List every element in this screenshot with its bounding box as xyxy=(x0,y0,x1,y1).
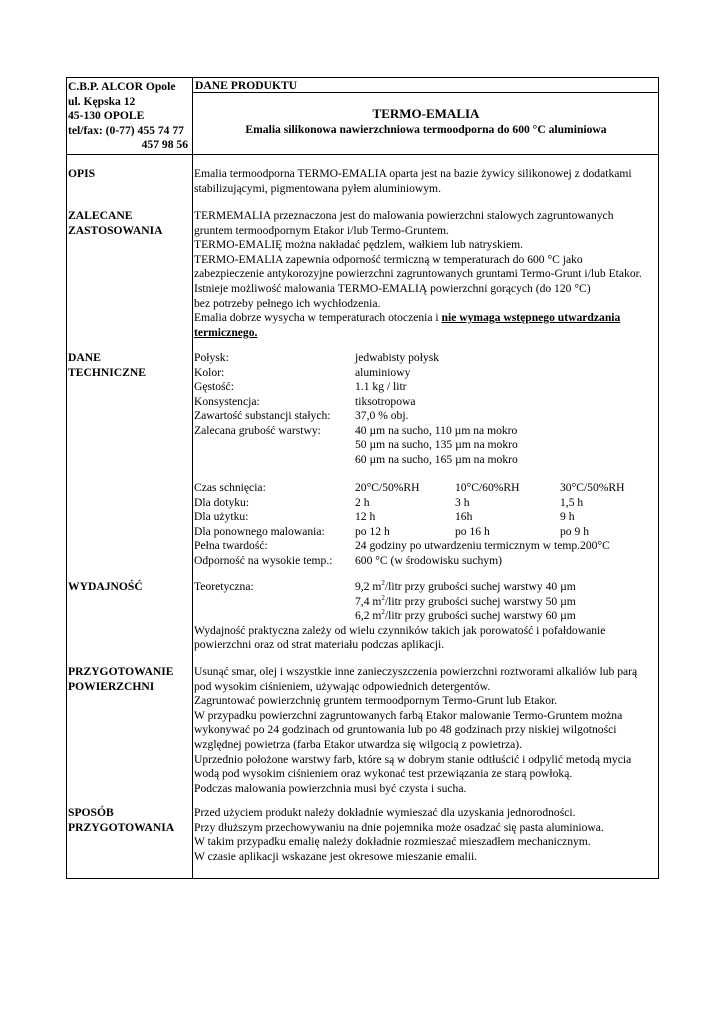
label-dane-techniczne: DANE TECHNICZNE xyxy=(68,351,146,379)
drying-cell: 16h xyxy=(455,510,473,523)
text-line: Podczas malowania powierzchnia musi być czysta i sucha. xyxy=(194,781,467,795)
label-sposob-przygotowania: SPOSÓB PRZYGOTOWANIA xyxy=(68,806,175,834)
emphasis-text: nie wymaga wstępnego utwardzania xyxy=(441,311,621,325)
text-line: Istnieje możliwość malowania TERMO-EMALIĄ powierzchni gorących (do 120 °C) xyxy=(194,281,591,295)
company-phone-2: 457 98 56 xyxy=(141,138,188,152)
resistance-value: 600 °C (w środowisku suchym) xyxy=(355,553,502,567)
drying-cell: po 12 h xyxy=(355,524,390,538)
drying-cell: 12 h xyxy=(355,510,376,523)
coverage-item: 6,2 $m^2$/litr przy grubości suchej warstwy 60 µm xyxy=(355,608,576,622)
spec-value: 60 µm na sucho, 165 µm na mokro xyxy=(355,452,518,466)
text-line: TERMO-EMALIĘ można nakładać pędzlem, wałkiem lub natryskiem. xyxy=(194,238,524,252)
spec-value: aluminiowy xyxy=(355,365,411,379)
label-przygotowanie-powierzchni: PRZYGOTOWANIE POWIERZCHNI xyxy=(68,665,174,693)
resistance-label: Odporność na wysokie temp.: xyxy=(194,553,333,567)
spec-label: Połysk: xyxy=(194,351,229,364)
drying-header-label: Czas schnięcia: xyxy=(194,481,266,494)
drying-row-label: Dla dotyku: xyxy=(194,495,250,509)
text-line: Uprzednio położone warstwy farb, które są w dobrym stanie odtłuścić i odpylić metodą mycia xyxy=(194,752,632,766)
theoretical-label: Teoretyczna: xyxy=(194,580,254,593)
drying-header-col3: 30°C/50%RH xyxy=(560,481,625,494)
section-title: DANE PRODUKTU xyxy=(195,79,298,92)
drying-cell: 1,5 h xyxy=(560,495,584,509)
text-line: TERMEMALIA przeznaczona jest do malowania powierzchni stalowych zagruntowanych xyxy=(194,209,614,222)
spec-value: jedwabisty połysk xyxy=(355,351,440,364)
spec-label: Gęstość: xyxy=(194,380,234,393)
product-subtitle: Emalia silikonowa nawierzchniowa termoodporna do 600 °C aluminiowa xyxy=(245,123,607,136)
emphasis-text-2: termicznego. xyxy=(194,325,258,339)
text-line: względnej powietrza (farba Etakor utwardza się wilgocią z powietrza). xyxy=(194,737,523,751)
spec-value: 37,0 % obj. xyxy=(355,409,409,422)
text-line: wodą pod wysokim ciśnieniem oraz wykonać test przewiązania ze starą powłoką. xyxy=(194,767,573,781)
text-line: Usunąć smar, olej i wszystkie inne zanieczyszczenia powierzchni roztworami alkaliów lub parą xyxy=(194,665,638,678)
company-city: 45-130 OPOLE xyxy=(68,109,145,123)
text-line: TERMO-EMALIA zapewnia odporność termiczną w temperaturach do 600 °C jako xyxy=(194,252,583,266)
text-line: stabilizującymi, pigmentowana pyłem aluminiowym. xyxy=(194,181,441,195)
column-divider xyxy=(192,77,193,879)
label-opis: OPIS xyxy=(68,167,96,180)
text-line: powierzchni oraz od strat materiału podczas aplikacji. xyxy=(194,638,445,652)
opis-text xyxy=(194,167,632,196)
drying-row-label: Dla ponownego malowania: xyxy=(194,524,325,538)
wydajnosc-text xyxy=(194,624,605,653)
label-wydajnosc: WYDAJNOŚĆ xyxy=(68,580,143,593)
drying-cell: po 16 h xyxy=(455,524,490,538)
spec-value: 40 µm na sucho, 110 µm na mokro xyxy=(355,423,518,437)
text-line: bez potrzeby pełnego ich wychłodzenia. xyxy=(194,296,381,310)
drying-cell: po 9 h xyxy=(560,524,589,538)
text-line: zabezpieczenie antykorozyjne powierzchni zagruntowanych gruntami Termo-Grunt i/lub Etakor. xyxy=(194,267,642,281)
full-hardness-label: Pełna twardość: xyxy=(194,539,268,552)
company-phone: tel/fax: (0-77) 455 74 77 xyxy=(68,123,184,137)
sposob-text xyxy=(194,806,604,864)
company-info xyxy=(68,80,188,153)
spec-label: Kolor: xyxy=(194,365,225,379)
spec-label: Zawartość substancji stałych: xyxy=(194,409,331,422)
header-bottom-divider xyxy=(66,154,659,155)
spec-value: 50 µm na sucho, 135 µm na mokro xyxy=(355,438,518,451)
zalecane-text xyxy=(194,209,642,340)
full-hardness-value: 24 godziny po utwardzeniu termicznym w temp.200°C xyxy=(355,539,610,552)
text-line: pod wysokim ciśnieniem, używając odpowiednich detergentów. xyxy=(194,679,491,693)
text-line: Przy dłuższym przechowywaniu na dnie pojemnika może osadzać się pasta aluminiowa. xyxy=(194,820,604,834)
text-line: Emalia dobrze wysycha w temperaturach otoczenia i nie wymaga wstępnego utwardzania xyxy=(194,311,621,325)
text-line: Emalia termoodporna TERMO-EMALIA oparta jest na bazie żywicy silikonowej z dodatkami xyxy=(194,167,632,180)
label-zalecane: ZALECANE ZASTOSOWANIA xyxy=(68,209,163,237)
drying-header-col1: 20°C/50%RH xyxy=(355,481,420,494)
przygotowanie-text xyxy=(194,665,637,796)
spec-value: 1.1 kg / litr xyxy=(355,380,407,393)
coverage-item: 7,4 $m^2$/litr przy grubości suchej warstwy 50 µm xyxy=(355,593,576,608)
drying-header-col2: 10°C/60%RH xyxy=(455,481,520,494)
text-line: Przed użyciem produkt należy dokładnie wymieszać dla uzyskania jednorodności. xyxy=(194,806,576,819)
text-line: Zagruntować powierzchnię gruntem termoodpornym Termo-Grunt lub Etakor. xyxy=(194,694,558,708)
product-title: TERMO-EMALIA xyxy=(372,106,480,121)
spec-value: tiksotropowa xyxy=(355,394,416,408)
spec-label: Zalecana grubość warstwy: xyxy=(194,423,321,437)
drying-cell: 9 h xyxy=(560,510,575,523)
drying-cell: 2 h xyxy=(355,495,370,509)
drying-row-label: Dla użytku: xyxy=(194,510,249,523)
text-line: W takim przypadku emalię należy dokładnie rozmieszać mieszadłem mechanicznym. xyxy=(194,835,591,849)
text-line: W czasie aplikacji wskazane jest okresowe mieszanie emalii. xyxy=(194,849,478,863)
spec-label: Konsystencja: xyxy=(194,394,260,408)
text-line: Wydajność praktyczna zależy od wielu czynników takich jak porowatość i pofałdowanie xyxy=(194,623,606,637)
drying-cell: 3 h xyxy=(455,495,470,509)
text-line: wykonywać po 24 godzinach od gruntowania lub po 48 godzinach przy niskiej wilgotności xyxy=(194,723,617,737)
text-line: gruntem termoodpornym Etakor i/lub Termo-Gruntem. xyxy=(194,223,449,237)
coverage-item: 9,2 $m^2$/litr przy grubości suchej warstwy 40 µm xyxy=(355,579,576,593)
company-name: C.B.P. ALCOR Opole xyxy=(68,80,176,93)
text-line: W przypadku powierzchni zagruntowanych farbą Etakor malowanie Termo-Gruntem można xyxy=(194,708,623,722)
company-street: ul. Kępska 12 xyxy=(68,94,136,108)
